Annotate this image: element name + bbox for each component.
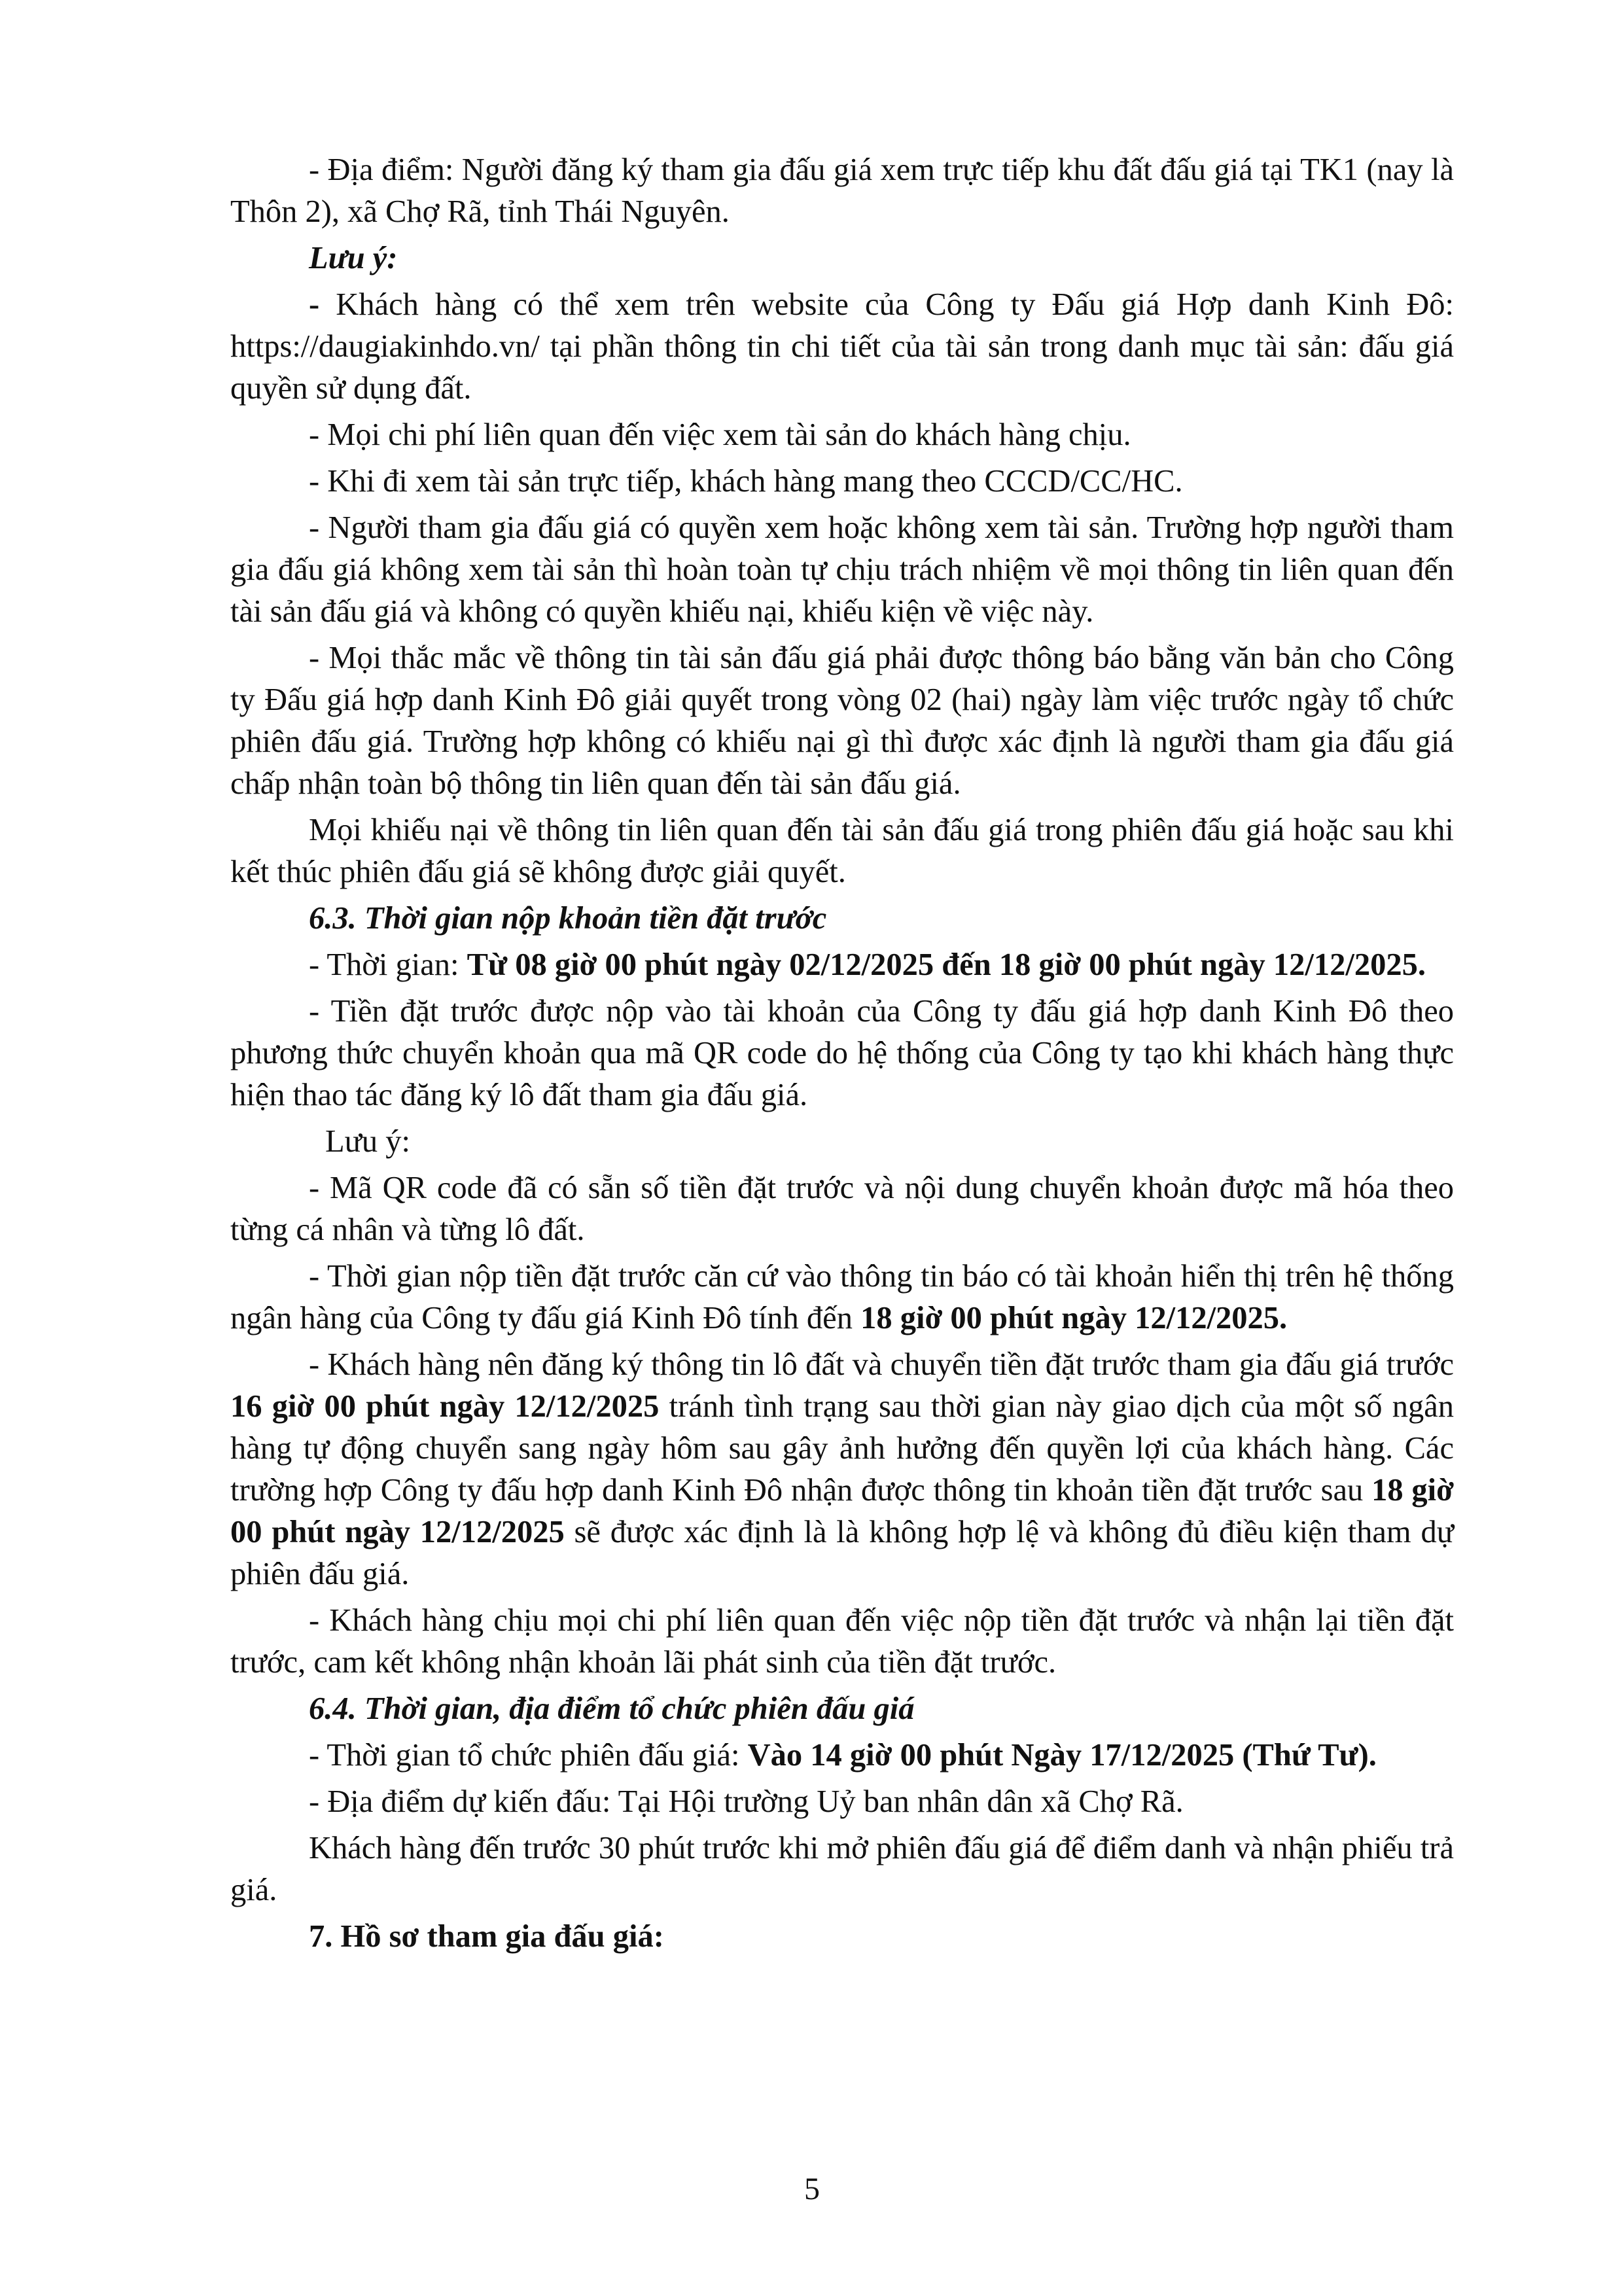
section-heading-7: 7. Hồ sơ tham gia đấu giá: [309,1919,664,1954]
paragraph-website [230,284,1454,410]
paragraph-deposit-method: - Tiền đặt trước được nộp vào tài khoản của Công ty đấu giá hợp danh Kinh Đô theo phương thức chuyển khoản qua mã QR code do hệ thống của Công ty tạo khi khách hàng thực hiện thao tác đăng ký lô đất tham gia đấu giá. [230,994,1454,1112]
note-heading-1: Lưu ý: [309,241,398,275]
paragraph-id-document: - Khi đi xem tài sản trực tiếp, khách hàng mang theo CCCD/CC/HC. [309,464,1183,499]
section-heading-6-3: 6.3. Thời gian nộp khoản tiền đặt trước [309,901,827,936]
deposit-deadline-end: . [1279,1301,1288,1335]
bold-dash: - [309,287,320,322]
auction-time-value: Vào 14 giờ 00 phút Ngày 17/12/2025 (Thứ Tư). [747,1738,1377,1773]
paragraph-viewing-right: - Người tham gia đấu giá có quyền xem hoặc không xem tài sản. Trường hợp người tham gia đấu giá không xem tài sản thì hoàn toàn tự chịu trách nhiệm về mọi thông tin liên quan đến tài sản đấu giá và không có quyền khiếu nại, khiếu kiện về việc này. [230,510,1454,629]
recommendation-text-3: sẽ được xác định là là không hợp lệ và không đủ điều kiện tham dự phiên đấu giá. [230,1515,1454,1591]
paragraph-auction-location: - Địa điểm dự kiến đấu: Tại Hội trường Uỷ ban nhân dân xã Chợ Rã. [309,1784,1184,1819]
auction-time-label: - Thời gian tổ chức phiên đấu giá: [309,1738,748,1773]
note-heading-2: Lưu ý: [325,1124,411,1159]
paragraph-complaints: Mọi khiếu nại về thông tin liên quan đến tài sản đấu giá trong phiên đấu giá hoặc sau khi kết thúc phiên đấu giá sẽ không được giải quyết. [230,813,1454,889]
deposit-deadline-text: - Thời gian nộp tiền đặt trước căn cứ vào thông tin báo có tài khoản hiển thị trên hệ thống ngân hàng của Công ty đấu giá Kinh Đô tính đến [230,1259,1454,1335]
paragraph-arrival: Khách hàng đến trước 30 phút trước khi mở phiên đấu giá để điểm danh và nhận phiếu trả giá. [230,1831,1454,1907]
paragraph-recommendation [230,1344,1454,1595]
deposit-time-label: - Thời gian: [309,947,467,982]
paragraph-deposit-deadline [230,1256,1454,1339]
paragraph-auction-time [230,1735,1454,1776]
document-page [230,149,1454,1962]
section-heading-6-4: 6.4. Thời gian, địa điểm tổ chức phiên đấu giá [309,1691,915,1726]
paragraph-deposit-time [230,944,1454,986]
paragraph-website-text: Khách hàng có thể xem trên website của Công ty Đấu giá Hợp danh Kinh Đô: https://daugiakinhdo.vn/ tại phần thông tin chi tiết của tài sản trong danh mục tài sản: đấu giá quyền sử dụng đất. [230,287,1454,406]
recommendation-date-1: 16 giờ 00 phút ngày 12/12/2025 [230,1389,660,1424]
deposit-time-end: . [1417,947,1426,982]
recommendation-date-2: 18 giờ 00 phút ngày 12/12/2025 [230,1473,1454,1549]
page-number: 5 [804,2172,820,2206]
deposit-time-range: Từ 08 giờ 00 phút ngày 02/12/2025 đến 18 giờ 00 phút ngày 12/12/2025 [467,947,1418,982]
paragraph-viewing-location: - Địa điểm: Người đăng ký tham gia đấu giá xem trực tiếp khu đất đấu giá tại TK1 (nay là Thôn 2), xã Chợ Rã, tỉnh Thái Nguyên. [230,152,1454,229]
paragraph-inquiries: - Mọi thắc mắc về thông tin tài sản đấu giá phải được thông báo bằng văn bản cho Công ty Đấu giá hợp danh Kinh Đô giải quyết trong vòng 02 (hai) ngày làm việc trước ngày tổ chức phiên đấu giá. Trường hợp không có khiếu nại gì thì được xác định là người tham gia đấu giá chấp nhận toàn bộ thông tin liên quan đến tài sản đấu giá. [230,641,1454,801]
deposit-deadline-date: 18 giờ 00 phút ngày 12/12/2025 [860,1301,1280,1335]
recommendation-text-1: - Khách hàng nên đăng ký thông tin lô đất và chuyển tiền đặt trước tham gia đấu giá trước [309,1347,1454,1382]
recommendation-text-2: tránh tình trạng sau thời gian này giao dịch của một số ngân hàng tự động chuyển sang ngày hôm sau gây ảnh hưởng đến quyền lợi của khách hàng. Các trường hợp Công ty đấu hợp danh Kinh Đô nhận được thông tin khoản tiền đặt trước sau [230,1389,1455,1508]
paragraph-qr-code: - Mã QR code đã có sẵn số tiền đặt trước và nội dung chuyển khoản được mã hóa theo từng cá nhân và từng lô đất. [230,1171,1454,1247]
paragraph-viewing-cost: - Mọi chi phí liên quan đến việc xem tài sản do khách hàng chịu. [309,417,1131,452]
paragraph-deposit-costs: - Khách hàng chịu mọi chi phí liên quan đến việc nộp tiền đặt trước và nhận lại tiền đặt trước, cam kết không nhận khoản lãi phát sinh của tiền đặt trước. [230,1603,1454,1680]
